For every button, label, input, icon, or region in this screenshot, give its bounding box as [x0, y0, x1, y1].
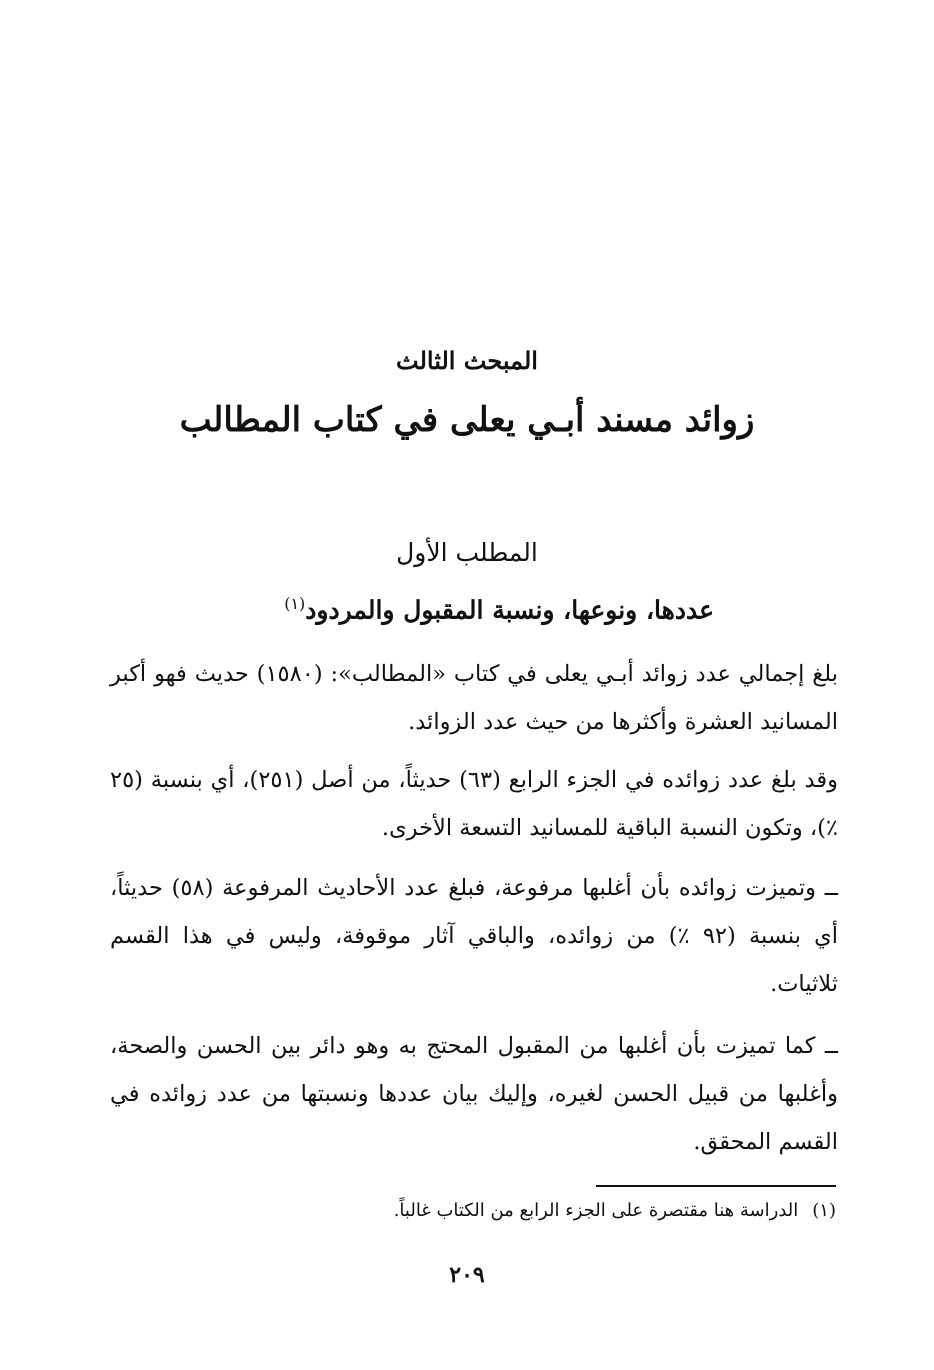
footnote-number: (١): [812, 1200, 836, 1221]
paragraph-total-count: بلغ إجمالي عدد زوائد أبـي يعلى في كتاب «المطالب»: (١٥٨٠) حديث فهو أكبر المسانيد العشرة وأكثرها من حيث عدد الزوائد.: [110, 661, 838, 735]
subsection-title-text: عددها، ونوعها، ونسبة المقبول والمردود: [305, 595, 714, 625]
page-number: ٢٠٩: [449, 1262, 485, 1288]
subsection-title: [180, 594, 714, 624]
footnote-text: الدراسة هنا مقتصرة على الجزء الرابع من الكتاب غالباً.: [393, 1200, 799, 1221]
paragraph-part-four-count: وقد بلغ عدد زوائده في الجزء الرابع (٦٣) حديثاً، من أصل (٢٥١)، أي بنسبة (٢٥ ٪)، وتكون النسبة الباقية للمسانيد التسعة الأخرى.: [110, 767, 838, 841]
paragraph-accepted-ratio: ــ كما تميزت بأن أغلبها من المقبول المحتج به وهو دائر بين الحسن والصحة، وأغلبها من قبيل الحسن لغيره، وإليك بيان عددها ونسبتها من عدد زوائده في القسم المحقق.: [110, 1033, 838, 1155]
chapter-title: زوائد مسند أبـي يعلى في كتاب المطالب: [179, 400, 755, 440]
footnote-divider: [596, 1185, 836, 1187]
paragraph-marfu-ratio: ــ وتميزت زوائده بأن أغلبها مرفوعة، فبلغ عدد الأحاديث المرفوعة (٥٨) حديثاً، أي بنسبة (٩٢ ٪) من زوائده، والباقي آثار موقوفة، وليس في هذا القسم ثلاثيات.: [110, 875, 838, 997]
section-label: المبحث الثالث: [396, 346, 538, 375]
subsection-label: المطلب الأول: [396, 538, 538, 567]
footnote-reference: (١): [284, 594, 306, 613]
footnote: [110, 1197, 836, 1225]
